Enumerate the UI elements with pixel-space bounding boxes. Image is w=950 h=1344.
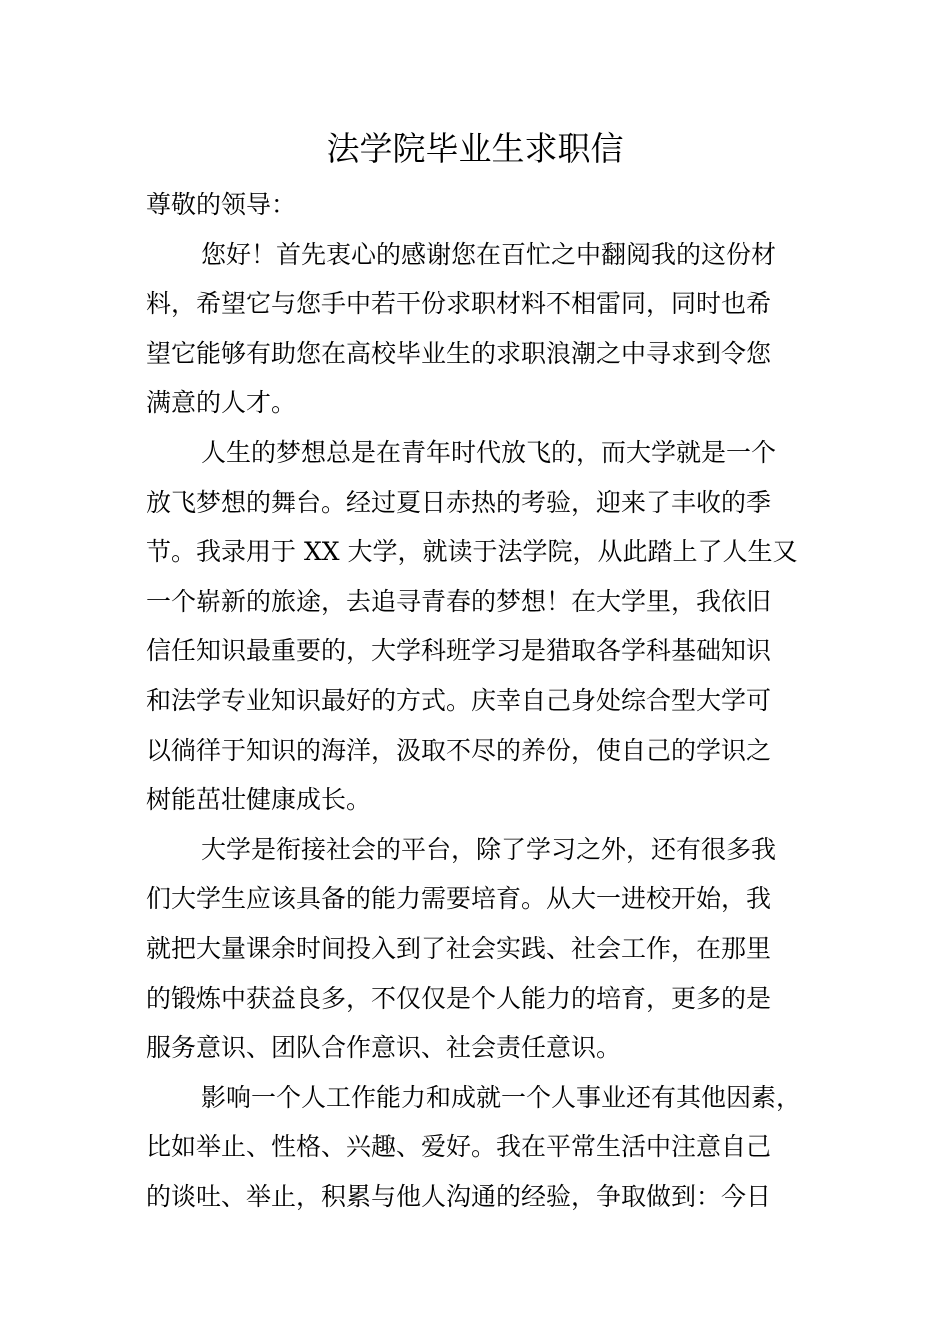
salutation: 尊敬的领导： bbox=[146, 190, 297, 219]
paragraph-line: 的锻炼中获益良多，不仅仅是个人能力的培育，更多的是 bbox=[146, 983, 772, 1013]
paragraph-line: 影响一个人工作能力和成就一个人事业还有其他因素， bbox=[201, 1082, 802, 1112]
letter-body bbox=[146, 180, 810, 1221]
paragraph-line: 和法学专业知识最好的方式。庆幸自己身处综合型大学可 bbox=[146, 685, 772, 715]
paragraph-4 bbox=[146, 1073, 810, 1222]
paragraph-line: 您好！首先衷心的感谢您在百忙之中翻阅我的这份材 bbox=[201, 239, 777, 269]
paragraph-line: 满意的人才。 bbox=[146, 388, 297, 418]
paragraph-line: 放飞梦想的舞台。经过夏日赤热的考验，迎来了丰收的季 bbox=[146, 487, 772, 517]
paragraph-line: 节。我录用于 XX 大学，就读于法学院，从此踏上了人生又 bbox=[146, 537, 798, 567]
document-title: 法学院毕业生求职信 bbox=[326, 129, 624, 168]
paragraph-line: 料，希望它与您手中若干份求职材料不相雷同，同时也希 bbox=[146, 289, 772, 319]
paragraph-line: 一个崭新的旅途，去追寻青春的梦想！在大学里，我依旧 bbox=[146, 586, 772, 616]
paragraph-line: 信任知识最重要的，大学科班学习是猎取各学科基础知识 bbox=[146, 636, 772, 666]
paragraph-line: 就把大量课余时间投入到了社会实践、社会工作，在那里 bbox=[146, 933, 772, 963]
paragraph-3 bbox=[146, 825, 810, 1073]
paragraph-line: 人生的梦想总是在青年时代放飞的，而大学就是一个 bbox=[201, 437, 777, 467]
paragraph-line: 树能茁壮健康成长。 bbox=[146, 785, 372, 815]
paragraph-line: 们大学生应该具备的能力需要培育。从大一进校开始，我 bbox=[146, 884, 772, 914]
paragraph-line: 望它能够有助您在高校毕业生的求职浪潮之中寻求到令您 bbox=[146, 338, 772, 368]
paragraph-line: 大学是衔接社会的平台，除了学习之外，还有很多我 bbox=[201, 834, 777, 864]
paragraph-line: 比如举止、性格、兴趣、爱好。我在平常生活中注意自己 bbox=[146, 1132, 772, 1162]
paragraph-1 bbox=[146, 230, 810, 428]
paragraph-line: 以徜徉于知识的海洋，汲取不尽的养份，使自己的学识之 bbox=[146, 735, 772, 765]
paragraph-line: 的谈吐、举止，积累与他人沟通的经验，争取做到：今日 bbox=[146, 1181, 772, 1211]
paragraph-2 bbox=[146, 428, 810, 825]
paragraph-line: 服务意识、团队合作意识、社会责任意识。 bbox=[146, 1033, 622, 1063]
